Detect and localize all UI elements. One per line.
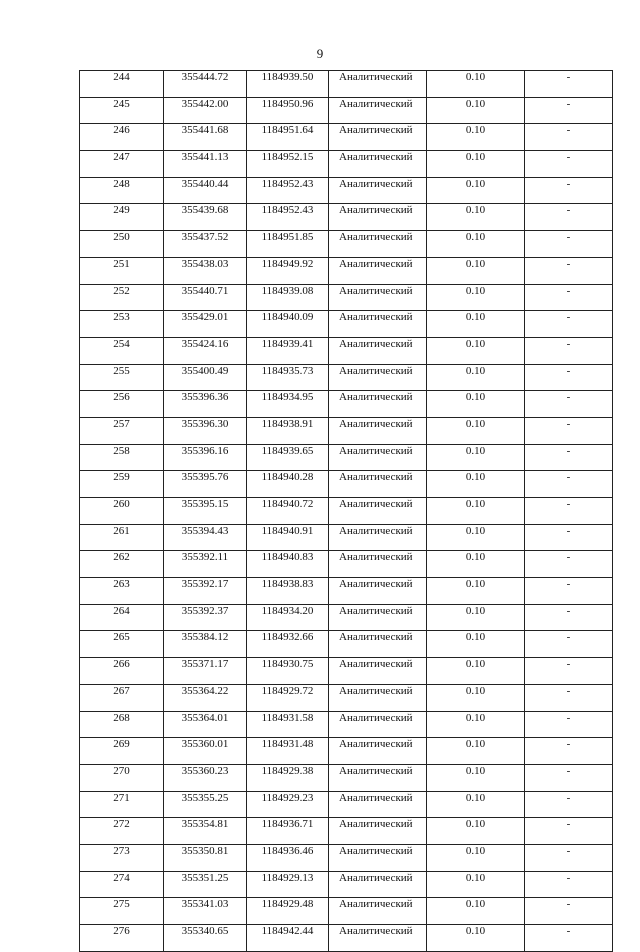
- accuracy-cell: 0.10: [427, 417, 525, 444]
- point-number-cell: 245: [80, 97, 164, 124]
- y-coordinate-cell: 1184938.91: [247, 417, 329, 444]
- x-coordinate-cell: 355392.11: [164, 551, 247, 578]
- point-number-cell: 253: [80, 311, 164, 338]
- y-coordinate-cell: 1184952.43: [247, 204, 329, 231]
- method-cell: Аналитический: [329, 417, 427, 444]
- accuracy-cell: 0.10: [427, 791, 525, 818]
- x-coordinate-cell: 355439.68: [164, 204, 247, 231]
- note-cell: -: [525, 231, 613, 258]
- table-row: [80, 684, 613, 711]
- note-cell: -: [525, 551, 613, 578]
- note-cell: -: [525, 417, 613, 444]
- x-coordinate-cell: 355429.01: [164, 311, 247, 338]
- table-row: [80, 925, 613, 952]
- table-row: [80, 417, 613, 444]
- table-row: [80, 578, 613, 605]
- point-number-cell: 261: [80, 524, 164, 551]
- table-row: [80, 364, 613, 391]
- method-cell: Аналитический: [329, 124, 427, 151]
- accuracy-cell: 0.10: [427, 151, 525, 178]
- point-number-cell: 259: [80, 471, 164, 498]
- point-number-cell: 276: [80, 925, 164, 952]
- accuracy-cell: 0.10: [427, 871, 525, 898]
- accuracy-cell: 0.10: [427, 337, 525, 364]
- accuracy-cell: 0.10: [427, 551, 525, 578]
- table-row: [80, 471, 613, 498]
- point-number-cell: 264: [80, 604, 164, 631]
- y-coordinate-cell: 1184932.66: [247, 631, 329, 658]
- table-row: [80, 311, 613, 338]
- x-coordinate-cell: 355364.22: [164, 684, 247, 711]
- x-coordinate-cell: 355440.71: [164, 284, 247, 311]
- method-cell: Аналитический: [329, 551, 427, 578]
- method-cell: Аналитический: [329, 524, 427, 551]
- method-cell: Аналитический: [329, 631, 427, 658]
- point-number-cell: 269: [80, 738, 164, 765]
- method-cell: Аналитический: [329, 231, 427, 258]
- table-row: [80, 231, 613, 258]
- point-number-cell: 265: [80, 631, 164, 658]
- accuracy-cell: 0.10: [427, 284, 525, 311]
- method-cell: Аналитический: [329, 898, 427, 925]
- table-row: [80, 337, 613, 364]
- method-cell: Аналитический: [329, 444, 427, 471]
- table-row: [80, 204, 613, 231]
- note-cell: -: [525, 898, 613, 925]
- x-coordinate-cell: 355394.43: [164, 524, 247, 551]
- x-coordinate-cell: 355396.30: [164, 417, 247, 444]
- x-coordinate-cell: 355441.13: [164, 151, 247, 178]
- method-cell: Аналитический: [329, 818, 427, 845]
- x-coordinate-cell: 355354.81: [164, 818, 247, 845]
- table-row: [80, 151, 613, 178]
- note-cell: -: [525, 177, 613, 204]
- note-cell: -: [525, 311, 613, 338]
- y-coordinate-cell: 1184936.46: [247, 844, 329, 871]
- y-coordinate-cell: 1184942.44: [247, 925, 329, 952]
- method-cell: Аналитический: [329, 604, 427, 631]
- accuracy-cell: 0.10: [427, 444, 525, 471]
- x-coordinate-cell: 355396.36: [164, 391, 247, 418]
- note-cell: -: [525, 764, 613, 791]
- method-cell: Аналитический: [329, 471, 427, 498]
- x-coordinate-cell: 355424.16: [164, 337, 247, 364]
- method-cell: Аналитический: [329, 391, 427, 418]
- accuracy-cell: 0.10: [427, 524, 525, 551]
- note-cell: -: [525, 204, 613, 231]
- x-coordinate-cell: 355360.01: [164, 738, 247, 765]
- x-coordinate-cell: 355364.01: [164, 711, 247, 738]
- x-coordinate-cell: 355437.52: [164, 231, 247, 258]
- x-coordinate-cell: 355442.00: [164, 97, 247, 124]
- note-cell: -: [525, 818, 613, 845]
- point-number-cell: 255: [80, 364, 164, 391]
- table-row: [80, 844, 613, 871]
- x-coordinate-cell: 355392.37: [164, 604, 247, 631]
- table-row: [80, 551, 613, 578]
- x-coordinate-cell: 355371.17: [164, 658, 247, 685]
- table-row: [80, 391, 613, 418]
- y-coordinate-cell: 1184930.75: [247, 658, 329, 685]
- method-cell: Аналитический: [329, 791, 427, 818]
- y-coordinate-cell: 1184938.83: [247, 578, 329, 605]
- coordinates-table: [79, 70, 613, 952]
- accuracy-cell: 0.10: [427, 844, 525, 871]
- accuracy-cell: 0.10: [427, 498, 525, 525]
- x-coordinate-cell: 355438.03: [164, 257, 247, 284]
- accuracy-cell: 0.10: [427, 204, 525, 231]
- x-coordinate-cell: 355444.72: [164, 71, 247, 98]
- note-cell: -: [525, 604, 613, 631]
- method-cell: Аналитический: [329, 177, 427, 204]
- x-coordinate-cell: 355340.65: [164, 925, 247, 952]
- accuracy-cell: 0.10: [427, 818, 525, 845]
- accuracy-cell: 0.10: [427, 764, 525, 791]
- accuracy-cell: 0.10: [427, 257, 525, 284]
- table-row: [80, 524, 613, 551]
- table-row: [80, 631, 613, 658]
- table-row: [80, 284, 613, 311]
- accuracy-cell: 0.10: [427, 311, 525, 338]
- accuracy-cell: 0.10: [427, 631, 525, 658]
- accuracy-cell: 0.10: [427, 925, 525, 952]
- accuracy-cell: 0.10: [427, 471, 525, 498]
- y-coordinate-cell: 1184931.58: [247, 711, 329, 738]
- accuracy-cell: 0.10: [427, 231, 525, 258]
- method-cell: Аналитический: [329, 844, 427, 871]
- method-cell: Аналитический: [329, 311, 427, 338]
- note-cell: -: [525, 97, 613, 124]
- point-number-cell: 250: [80, 231, 164, 258]
- point-number-cell: 267: [80, 684, 164, 711]
- accuracy-cell: 0.10: [427, 364, 525, 391]
- note-cell: -: [525, 471, 613, 498]
- table-row: [80, 764, 613, 791]
- method-cell: Аналитический: [329, 364, 427, 391]
- point-number-cell: 271: [80, 791, 164, 818]
- x-coordinate-cell: 355441.68: [164, 124, 247, 151]
- accuracy-cell: 0.10: [427, 711, 525, 738]
- method-cell: Аналитический: [329, 738, 427, 765]
- x-coordinate-cell: 355341.03: [164, 898, 247, 925]
- accuracy-cell: 0.10: [427, 898, 525, 925]
- y-coordinate-cell: 1184940.91: [247, 524, 329, 551]
- y-coordinate-cell: 1184939.08: [247, 284, 329, 311]
- x-coordinate-cell: 355396.16: [164, 444, 247, 471]
- point-number-cell: 244: [80, 71, 164, 98]
- x-coordinate-cell: 355440.44: [164, 177, 247, 204]
- y-coordinate-cell: 1184952.15: [247, 151, 329, 178]
- method-cell: Аналитический: [329, 97, 427, 124]
- table-row: [80, 71, 613, 98]
- note-cell: -: [525, 257, 613, 284]
- y-coordinate-cell: 1184934.95: [247, 391, 329, 418]
- point-number-cell: 254: [80, 337, 164, 364]
- x-coordinate-cell: 355355.25: [164, 791, 247, 818]
- y-coordinate-cell: 1184935.73: [247, 364, 329, 391]
- note-cell: -: [525, 844, 613, 871]
- note-cell: -: [525, 658, 613, 685]
- note-cell: -: [525, 124, 613, 151]
- method-cell: Аналитический: [329, 764, 427, 791]
- x-coordinate-cell: 355360.23: [164, 764, 247, 791]
- point-number-cell: 251: [80, 257, 164, 284]
- note-cell: -: [525, 151, 613, 178]
- page-number: 9: [316, 46, 324, 61]
- table-row: [80, 711, 613, 738]
- note-cell: -: [525, 444, 613, 471]
- x-coordinate-cell: 355395.76: [164, 471, 247, 498]
- method-cell: Аналитический: [329, 204, 427, 231]
- coordinates-table-body: [80, 71, 613, 952]
- y-coordinate-cell: 1184929.23: [247, 791, 329, 818]
- point-number-cell: 260: [80, 498, 164, 525]
- y-coordinate-cell: 1184940.09: [247, 311, 329, 338]
- y-coordinate-cell: 1184929.72: [247, 684, 329, 711]
- y-coordinate-cell: 1184940.83: [247, 551, 329, 578]
- point-number-cell: 249: [80, 204, 164, 231]
- note-cell: -: [525, 925, 613, 952]
- x-coordinate-cell: 355395.15: [164, 498, 247, 525]
- y-coordinate-cell: 1184936.71: [247, 818, 329, 845]
- method-cell: Аналитический: [329, 925, 427, 952]
- note-cell: -: [525, 524, 613, 551]
- note-cell: -: [525, 871, 613, 898]
- point-number-cell: 257: [80, 417, 164, 444]
- table-row: [80, 658, 613, 685]
- table-row: [80, 791, 613, 818]
- x-coordinate-cell: 355400.49: [164, 364, 247, 391]
- note-cell: -: [525, 791, 613, 818]
- y-coordinate-cell: 1184934.20: [247, 604, 329, 631]
- accuracy-cell: 0.10: [427, 738, 525, 765]
- table-row: [80, 818, 613, 845]
- y-coordinate-cell: 1184951.64: [247, 124, 329, 151]
- accuracy-cell: 0.10: [427, 71, 525, 98]
- point-number-cell: 273: [80, 844, 164, 871]
- note-cell: -: [525, 71, 613, 98]
- point-number-cell: 246: [80, 124, 164, 151]
- note-cell: -: [525, 631, 613, 658]
- point-number-cell: 272: [80, 818, 164, 845]
- y-coordinate-cell: 1184940.72: [247, 498, 329, 525]
- point-number-cell: 270: [80, 764, 164, 791]
- note-cell: -: [525, 684, 613, 711]
- method-cell: Аналитический: [329, 257, 427, 284]
- accuracy-cell: 0.10: [427, 658, 525, 685]
- table-row: [80, 604, 613, 631]
- note-cell: -: [525, 284, 613, 311]
- point-number-cell: 258: [80, 444, 164, 471]
- y-coordinate-cell: 1184949.92: [247, 257, 329, 284]
- method-cell: Аналитический: [329, 71, 427, 98]
- method-cell: Аналитический: [329, 711, 427, 738]
- table-row: [80, 177, 613, 204]
- accuracy-cell: 0.10: [427, 124, 525, 151]
- point-number-cell: 274: [80, 871, 164, 898]
- table-row: [80, 498, 613, 525]
- accuracy-cell: 0.10: [427, 391, 525, 418]
- y-coordinate-cell: 1184939.50: [247, 71, 329, 98]
- x-coordinate-cell: 355384.12: [164, 631, 247, 658]
- method-cell: Аналитический: [329, 871, 427, 898]
- point-number-cell: 263: [80, 578, 164, 605]
- y-coordinate-cell: 1184952.43: [247, 177, 329, 204]
- point-number-cell: 268: [80, 711, 164, 738]
- point-number-cell: 248: [80, 177, 164, 204]
- point-number-cell: 266: [80, 658, 164, 685]
- table-row: [80, 124, 613, 151]
- note-cell: -: [525, 578, 613, 605]
- note-cell: -: [525, 337, 613, 364]
- point-number-cell: 256: [80, 391, 164, 418]
- table-row: [80, 257, 613, 284]
- accuracy-cell: 0.10: [427, 177, 525, 204]
- table-row: [80, 871, 613, 898]
- y-coordinate-cell: 1184950.96: [247, 97, 329, 124]
- y-coordinate-cell: 1184931.48: [247, 738, 329, 765]
- note-cell: -: [525, 498, 613, 525]
- method-cell: Аналитический: [329, 498, 427, 525]
- table-row: [80, 898, 613, 925]
- y-coordinate-cell: 1184929.13: [247, 871, 329, 898]
- x-coordinate-cell: 355351.25: [164, 871, 247, 898]
- y-coordinate-cell: 1184929.48: [247, 898, 329, 925]
- point-number-cell: 262: [80, 551, 164, 578]
- method-cell: Аналитический: [329, 658, 427, 685]
- y-coordinate-cell: 1184951.85: [247, 231, 329, 258]
- y-coordinate-cell: 1184939.65: [247, 444, 329, 471]
- note-cell: -: [525, 711, 613, 738]
- point-number-cell: 275: [80, 898, 164, 925]
- note-cell: -: [525, 391, 613, 418]
- x-coordinate-cell: 355350.81: [164, 844, 247, 871]
- method-cell: Аналитический: [329, 684, 427, 711]
- method-cell: Аналитический: [329, 284, 427, 311]
- y-coordinate-cell: 1184939.41: [247, 337, 329, 364]
- table-row: [80, 738, 613, 765]
- method-cell: Аналитический: [329, 337, 427, 364]
- point-number-cell: 247: [80, 151, 164, 178]
- accuracy-cell: 0.10: [427, 97, 525, 124]
- note-cell: -: [525, 738, 613, 765]
- accuracy-cell: 0.10: [427, 604, 525, 631]
- accuracy-cell: 0.10: [427, 578, 525, 605]
- accuracy-cell: 0.10: [427, 684, 525, 711]
- note-cell: -: [525, 364, 613, 391]
- y-coordinate-cell: 1184940.28: [247, 471, 329, 498]
- y-coordinate-cell: 1184929.38: [247, 764, 329, 791]
- point-number-cell: 252: [80, 284, 164, 311]
- method-cell: Аналитический: [329, 151, 427, 178]
- x-coordinate-cell: 355392.17: [164, 578, 247, 605]
- table-row: [80, 444, 613, 471]
- method-cell: Аналитический: [329, 578, 427, 605]
- table-row: [80, 97, 613, 124]
